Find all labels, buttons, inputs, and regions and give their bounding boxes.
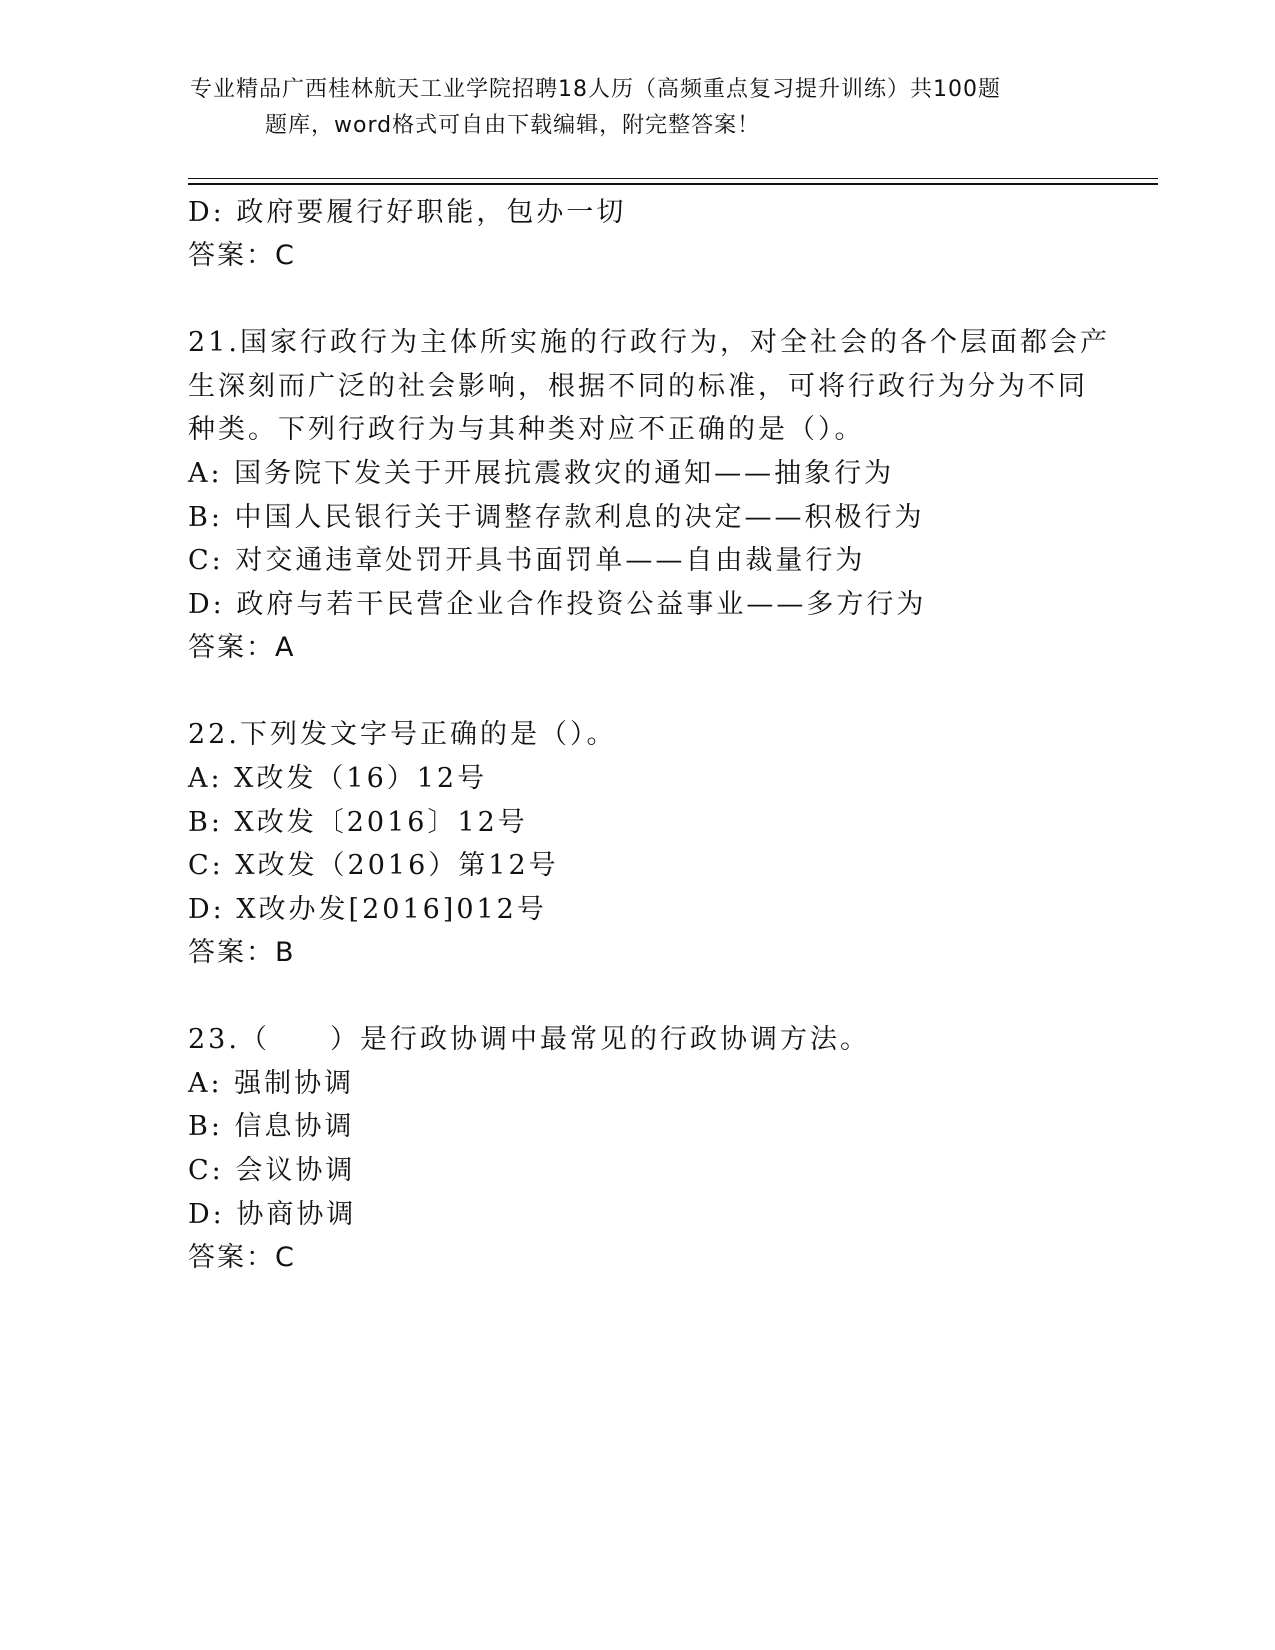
q21-option-d: D: 政府与若干民营企业合作投资公益事业——多方行为: [188, 589, 927, 620]
q23-answer: 答案：C: [188, 1242, 296, 1273]
q21-option-c: C: 对交通违章处罚开具书面罚单——自由裁量行为: [188, 545, 866, 576]
header-title-line2: 题库，word格式可自由下载编辑，附完整答案！: [265, 113, 761, 138]
q21-stem-line1: 21.国家行政行为主体所实施的行政行为，对全社会的各个层面都会产: [188, 327, 1110, 358]
header-title-line1: 专业精品广西桂林航天工业学院招聘18人历（高频重点复习提升训练）共100题: [190, 77, 1001, 102]
q22-option-a: A: X改发（16）12号: [188, 763, 488, 794]
q22-stem-line1: 22.下列发文字号正确的是（）。: [188, 719, 617, 750]
q23-option-b: B: 信息协调: [188, 1111, 355, 1142]
q23-option-a: A: 强制协调: [188, 1068, 355, 1099]
q21-stem-line3: 种类。下列行政行为与其种类对应不正确的是（）。: [188, 414, 865, 445]
q23-option-c: C: 会议协调: [188, 1155, 356, 1186]
header-divider-thin: [188, 178, 1158, 179]
q22-option-d: D: X改办发[2016]012号: [188, 894, 547, 925]
q21-option-a: A: 国务院下发关于开展抗震救灾的通知——抽象行为: [188, 458, 895, 489]
header-divider-thick: [188, 183, 1158, 185]
q23-stem-line1: 23.（ ）是行政协调中最常见的行政协调方法。: [188, 1024, 870, 1055]
prev-answer: 答案：C: [188, 240, 296, 271]
q21-option-b: B: 中国人民银行关于调整存款利息的决定——积极行为: [188, 502, 925, 533]
q22-answer: 答案：B: [188, 937, 296, 968]
prev-option-d: D: 政府要履行好职能，包办一切: [188, 197, 627, 228]
q23-option-d: D: 协商协调: [188, 1199, 357, 1230]
q22-option-c: C: X改发（2016）第12号: [188, 850, 559, 881]
q22-option-b: B: X改发〔2016〕12号: [188, 807, 528, 838]
q21-stem-line2: 生深刻而广泛的社会影响，根据不同的标准，可将行政行为分为不同: [188, 371, 1088, 402]
q21-answer: 答案：A: [188, 632, 296, 663]
